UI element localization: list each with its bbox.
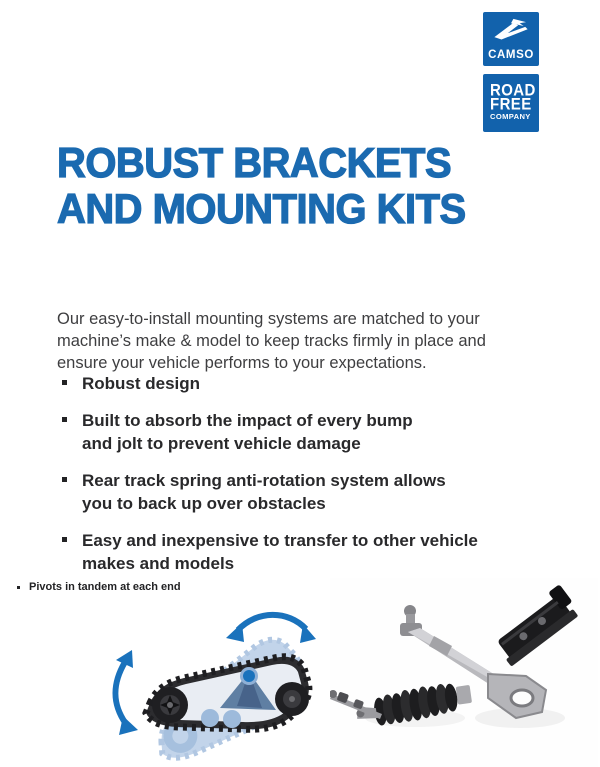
list-item-text: makes and models — [82, 554, 235, 573]
camso-wordmark: CAMSO — [488, 48, 534, 61]
list-item — [60, 409, 500, 456]
square-bullet-icon — [62, 380, 67, 385]
feature-list — [60, 372, 500, 589]
list-item — [60, 469, 500, 516]
square-bullet-icon — [62, 477, 67, 482]
camso-logo — [483, 12, 539, 66]
page-title-line2: AND MOUNTING KITS — [57, 185, 466, 232]
list-item — [60, 372, 500, 396]
brand-logos — [483, 12, 539, 132]
camso-swoosh-icon — [492, 18, 530, 47]
list-item — [60, 529, 500, 576]
page-title-line1: ROBUST BRACKETS — [57, 139, 452, 186]
mounting-kit-photo — [330, 578, 598, 767]
roadfree-line3: COMPANY — [490, 112, 531, 121]
list-item-text: Robust design — [82, 374, 201, 393]
pivot-arrow-left — [115, 650, 138, 735]
square-bullet-icon — [17, 586, 20, 589]
square-bullet-icon — [62, 417, 67, 422]
list-item-text: Rear track spring anti-rotation system allows — [82, 470, 446, 490]
roadfree-logo — [483, 74, 539, 132]
square-bullet-icon — [62, 537, 67, 542]
track-pivot-illustration — [92, 598, 337, 767]
page-title — [57, 140, 466, 232]
roadfree-line1: ROAD — [490, 81, 536, 100]
list-item-text: Built to absorb the impact of every bump — [82, 410, 413, 430]
list-item-text: Easy and inexpensive to transfer to other vehicle — [82, 530, 478, 550]
intro-paragraph: Our easy-to-install mounting systems are matched to your machine’s make & model to keep tracks firmly in place and ensure your vehicle performs to your expectations. — [57, 309, 486, 373]
list-item-text: and jolt to prevent vehicle damage — [82, 434, 361, 453]
figure-footnote — [17, 581, 181, 593]
list-item-text: you to back up over obstacles — [82, 494, 326, 513]
footnote-text: Pivots in tandem at each end — [29, 581, 181, 593]
roadfree-line2: FREE — [490, 95, 532, 114]
